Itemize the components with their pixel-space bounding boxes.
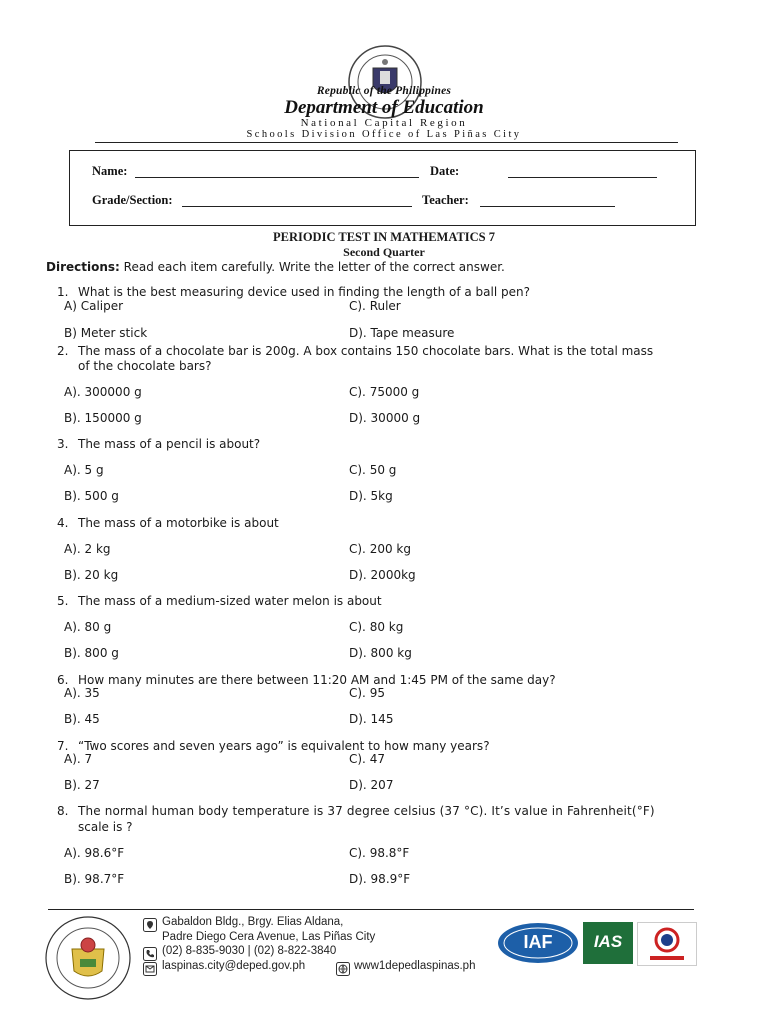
question-number: 8. xyxy=(57,804,69,818)
option-b: B). 800 g xyxy=(64,646,119,660)
question-number: 1. xyxy=(57,285,69,299)
option-a: A). 98.6°F xyxy=(64,846,125,860)
question-number: 5. xyxy=(57,594,69,608)
option-d: D). 800 kg xyxy=(349,646,412,660)
directions-label: Directions: xyxy=(46,260,120,274)
grade-section-label: Grade/Section: xyxy=(92,193,173,207)
option-d: D). 2000kg xyxy=(349,568,416,582)
email-icon xyxy=(143,961,157,980)
website-link[interactable]: www1depedlaspinas.ph xyxy=(354,960,476,972)
question-text-cont: scale is ? xyxy=(78,820,133,834)
option-c: C). Ruler xyxy=(349,299,401,313)
question-number: 6. xyxy=(57,673,69,687)
address-line-2: Padre Diego Cera Avenue, Las Piñas City xyxy=(162,931,376,943)
option-c: C). 75000 g xyxy=(349,385,420,399)
globe-icon xyxy=(336,961,350,980)
teacher-field[interactable] xyxy=(480,206,615,207)
question-number: 2. xyxy=(57,344,69,358)
question-number: 3. xyxy=(57,437,69,451)
grade-section-field[interactable] xyxy=(182,206,412,207)
option-b: B). 20 kg xyxy=(64,568,119,582)
directions xyxy=(46,260,505,274)
option-b: B). 98.7°F xyxy=(64,872,125,886)
question-text: The mass of a medium-sized water melon is about xyxy=(78,594,382,608)
question-text: The mass of a chocolate bar is 200g. A box contains 150 chocolate bars. What is the total mass xyxy=(78,344,654,358)
header-divider xyxy=(95,142,678,143)
option-a: A). 35 xyxy=(64,686,100,700)
option-a: A). 2 kg xyxy=(64,542,111,556)
question-text: What is the best measuring device used in finding the length of a ball pen? xyxy=(78,285,530,299)
question-text-cont: of the chocolate bars? xyxy=(78,359,212,373)
footer-divider xyxy=(48,909,694,910)
option-b: B). 500 g xyxy=(64,489,119,503)
option-d: D). 30000 g xyxy=(349,411,421,425)
option-c: C). 95 xyxy=(349,686,385,700)
phone-numbers: (02) 8-835-9030 | (02) 8-822-3840 xyxy=(162,945,337,957)
option-c: C). 200 kg xyxy=(349,542,411,556)
option-b: B). 45 xyxy=(64,712,100,726)
option-a: A). 5 g xyxy=(64,463,104,477)
iaf-logo-text: IAF xyxy=(523,932,553,952)
option-d: D). 145 xyxy=(349,712,394,726)
question-text: How many minutes are there between 11:20 AM and 1:45 PM of the same day? xyxy=(78,673,556,687)
question-text: “Two scores and seven years ago” is equivalent to how many years? xyxy=(78,739,490,753)
question-text: The normal human body temperature is 37 degree celsius (37 °C). It’s value in Fahrenheit(°F) xyxy=(78,804,655,818)
division-seal-logo xyxy=(44,915,132,1001)
option-c: C). 47 xyxy=(349,752,385,766)
option-b: B). 150000 g xyxy=(64,411,142,425)
department-heading: Department of Education xyxy=(284,97,484,118)
email-link[interactable]: laspinas.city@deped.gov.ph xyxy=(162,960,306,972)
question-text: The mass of a pencil is about? xyxy=(78,437,261,451)
test-title: PERIODIC TEST IN MATHEMATICS 7 xyxy=(272,230,496,244)
division-heading: Schools Division Office of Las Piñas City xyxy=(246,129,522,140)
date-label: Date: xyxy=(430,164,460,178)
option-d: D). 207 xyxy=(349,778,394,792)
option-b: B) Meter stick xyxy=(64,326,148,340)
option-a: A). 7 xyxy=(64,752,93,766)
directions-text: Read each item carefully. Write the letter of the correct answer. xyxy=(123,260,505,274)
option-a: A). 80 g xyxy=(64,620,112,634)
option-c: C). 50 g xyxy=(349,463,397,477)
option-d: D). 98.9°F xyxy=(349,872,411,886)
student-info-box xyxy=(69,150,696,226)
teacher-label: Teacher: xyxy=(422,193,469,207)
date-field[interactable] xyxy=(508,177,657,178)
ias-certification-logo xyxy=(583,922,633,964)
test-subtitle: Second Quarter xyxy=(343,245,425,259)
option-c: C). 98.8°F xyxy=(349,846,410,860)
option-a: A) Caliper xyxy=(64,299,124,313)
option-b: B). 27 xyxy=(64,778,100,792)
option-d: D). Tape measure xyxy=(349,326,455,340)
republic-heading: Republic of the Philippines xyxy=(316,85,452,97)
ias-logo-text: IAS xyxy=(593,932,623,951)
question-number: 7. xyxy=(57,739,69,753)
option-a: A). 300000 g xyxy=(64,385,142,399)
name-label: Name: xyxy=(92,164,128,178)
option-c: C). 80 kg xyxy=(349,620,404,634)
location-icon xyxy=(143,917,157,936)
iaf-certification-logo xyxy=(497,922,579,964)
region-heading: National Capital Region xyxy=(300,117,468,129)
option-d: D). 5kg xyxy=(349,489,393,503)
question-text: The mass of a motorbike is about xyxy=(78,516,279,530)
address-line-1: Gabaldon Bldg., Brgy. Elias Aldana, xyxy=(162,916,344,928)
name-field[interactable] xyxy=(135,177,419,178)
bsi-certification-logo xyxy=(637,922,697,966)
question-number: 4. xyxy=(57,516,69,530)
